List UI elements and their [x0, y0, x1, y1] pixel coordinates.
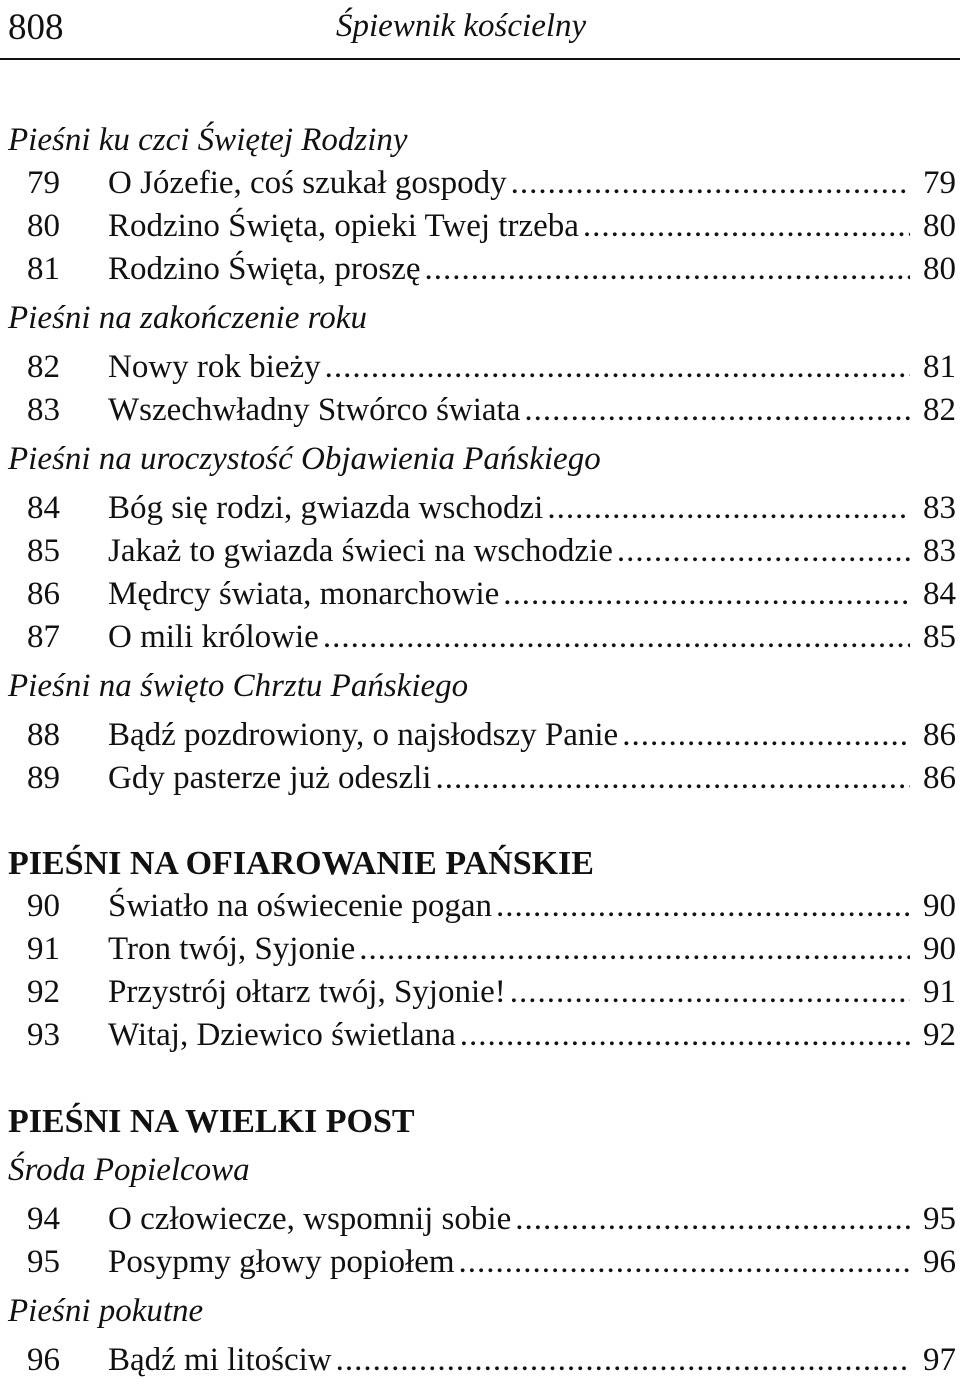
page-reference: 79 — [923, 165, 956, 201]
page-reference: 90 — [923, 931, 956, 967]
song-number: 91 — [27, 931, 60, 967]
toc-entry — [0, 162, 960, 205]
page-reference: 95 — [923, 1201, 956, 1237]
song-number: 92 — [27, 974, 60, 1010]
song-title: Jakaż to gwiazda świeci na wschodzie — [108, 533, 613, 569]
song-title: Gdy pasterze już odeszli — [108, 760, 432, 796]
song-number: 90 — [27, 888, 60, 924]
page-number: 808 — [8, 7, 64, 48]
dot-leader — [515, 1198, 910, 1241]
section-heading: PIEŚNI NA WIELKI POST — [8, 1103, 415, 1140]
toc-entry — [0, 487, 960, 530]
song-title: Bądź pozdrowiony, o najsłodszy Panie — [108, 717, 619, 753]
toc-entry — [0, 530, 960, 573]
song-number: 96 — [27, 1342, 60, 1378]
dot-leader — [459, 1241, 910, 1284]
page-reference: 90 — [923, 888, 956, 924]
song-title: Bądź mi litościw — [108, 1342, 332, 1378]
song-title: Witaj, Dziewico świetlana — [108, 1017, 456, 1053]
section-gap — [0, 800, 960, 842]
page-reference: 83 — [923, 490, 956, 526]
song-number: 83 — [27, 392, 60, 428]
song-title: Posypmy głowy popiołem — [108, 1244, 455, 1280]
song-title: O mili królowie — [108, 619, 319, 655]
page-reference: 96 — [923, 1244, 956, 1280]
subsection-heading: Pieśni ku czci Świętej Rodziny — [8, 122, 408, 158]
song-title: Bóg się rodzi, gwiazda wschodzi — [108, 490, 544, 526]
toc-entry — [0, 1241, 960, 1284]
dot-leader — [510, 971, 910, 1014]
dot-leader — [325, 346, 910, 389]
song-number: 93 — [27, 1017, 60, 1053]
song-title: Światło na oświecenie pogan — [108, 888, 492, 924]
song-title: O człowiecze, wspomnij sobie — [108, 1201, 512, 1237]
dot-leader — [511, 162, 910, 205]
dot-leader — [524, 389, 910, 432]
dot-leader — [460, 1014, 910, 1057]
song-number: 80 — [27, 208, 60, 244]
toc-entry — [0, 616, 960, 659]
dot-leader — [323, 616, 910, 659]
song-title: Tron twój, Syjonie — [108, 931, 356, 967]
song-number: 86 — [27, 576, 60, 612]
subsection-heading: Pieśni na uroczystość Objawienia Pańskiego — [8, 441, 601, 477]
song-title: Rodzino Święta, proszę — [108, 251, 421, 287]
subsection-heading: Pieśni na zakończenie roku — [8, 300, 367, 336]
table-of-contents — [0, 119, 960, 1382]
page-reference: 85 — [923, 619, 956, 655]
dot-leader — [336, 1339, 910, 1382]
section-gap — [0, 1057, 960, 1100]
page-header — [0, 0, 960, 60]
song-number: 85 — [27, 533, 60, 569]
page-reference: 81 — [923, 349, 956, 385]
page-reference: 86 — [923, 717, 956, 753]
subsection-heading: Pieśni pokutne — [8, 1293, 204, 1329]
subsection-heading: Pieśni na święto Chrztu Pańskiego — [8, 668, 469, 704]
song-title: Nowy rok bieży — [108, 349, 321, 385]
toc-entry — [0, 885, 960, 928]
song-title: Mędrcy świata, monarchowie — [108, 576, 500, 612]
toc-entry — [0, 1198, 960, 1241]
toc-entry — [0, 1339, 960, 1382]
toc-entry — [0, 205, 960, 248]
dot-leader — [503, 573, 910, 616]
song-title: Przystrój ołtarz twój, Syjonie! — [108, 974, 506, 1010]
song-number: 88 — [27, 717, 60, 753]
toc-entry — [0, 757, 960, 800]
song-number: 81 — [27, 251, 60, 287]
running-title: Śpiewnik kościelny — [336, 8, 587, 44]
song-number: 82 — [27, 349, 60, 385]
page-reference: 80 — [923, 208, 956, 244]
song-number: 95 — [27, 1244, 60, 1280]
page-reference: 80 — [923, 251, 956, 287]
page-reference: 91 — [923, 974, 956, 1010]
dot-leader — [617, 530, 910, 573]
song-number: 94 — [27, 1201, 60, 1237]
dot-leader — [547, 487, 910, 530]
dot-leader — [583, 205, 910, 248]
page-reference: 83 — [923, 533, 956, 569]
dot-leader — [496, 885, 910, 928]
toc-entry — [0, 389, 960, 432]
dot-leader — [622, 714, 910, 757]
song-number: 79 — [27, 165, 60, 201]
song-title: O Józefie, coś szukał gospody — [108, 165, 507, 201]
page-reference: 84 — [923, 576, 956, 612]
song-number: 84 — [27, 490, 60, 526]
toc-entry — [0, 971, 960, 1014]
page-reference: 97 — [923, 1342, 956, 1378]
page-reference: 92 — [923, 1017, 956, 1053]
subsection-heading: Środa Popielcowa — [8, 1152, 250, 1188]
song-number: 87 — [27, 619, 60, 655]
song-title: Rodzino Święta, opieki Twej trzeba — [108, 208, 579, 244]
dot-leader — [425, 248, 910, 291]
toc-entry — [0, 248, 960, 291]
dot-leader — [435, 757, 910, 800]
toc-entry — [0, 928, 960, 971]
page-reference: 82 — [923, 392, 956, 428]
section-heading: PIEŚNI NA OFIAROWANIE PAŃSKIE — [8, 845, 594, 882]
toc-entry — [0, 1014, 960, 1057]
song-number: 89 — [27, 760, 60, 796]
toc-entry — [0, 714, 960, 757]
toc-entry — [0, 346, 960, 389]
page-reference: 86 — [923, 760, 956, 796]
dot-leader — [359, 928, 910, 971]
song-title: Wszechwładny Stwórco świata — [108, 392, 521, 428]
toc-entry — [0, 573, 960, 616]
